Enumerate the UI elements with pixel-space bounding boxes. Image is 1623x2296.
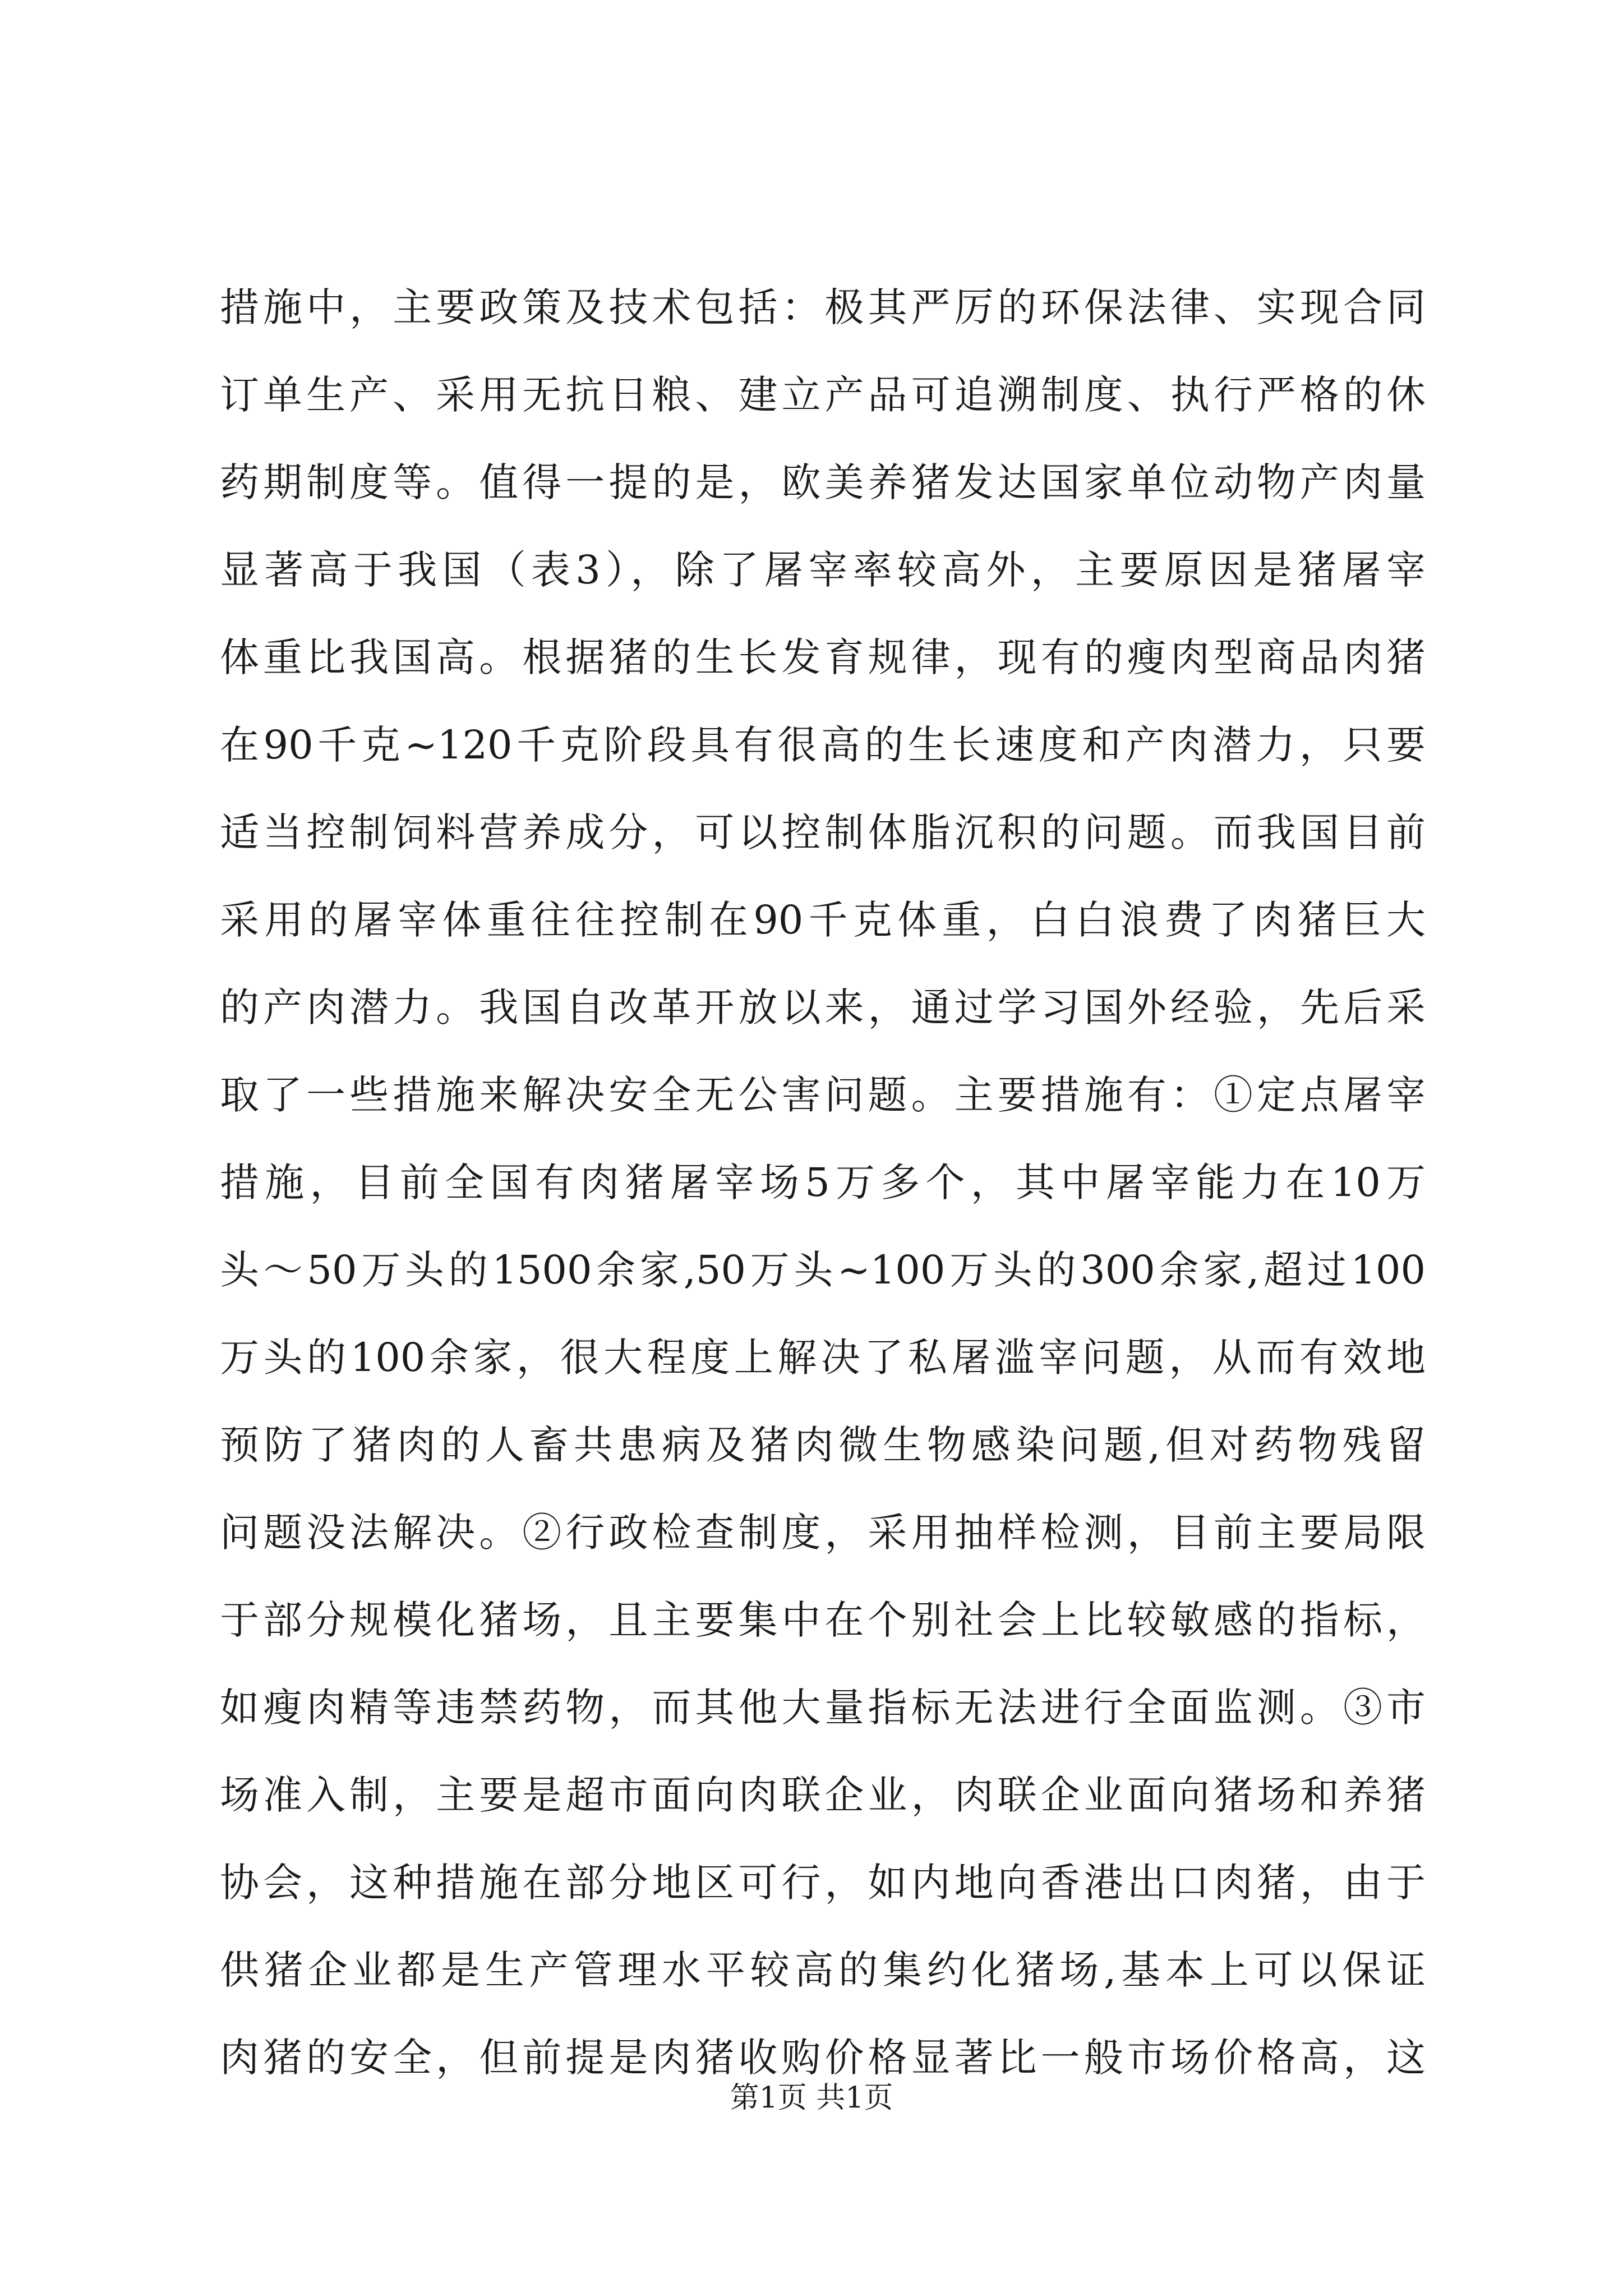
text-line: 万头的100余家，很大程度上解决了私屠滥宰问题，从而有效地 [220,1335,1426,1381]
text-line: 如瘦肉精等违禁药物，而其他大量指标无法进行全面监测。③市 [220,1685,1426,1731]
text-line: 协会，这种措施在部分地区可行，如内地向香港出口肉猪，由于 [220,1860,1426,1906]
text-line: 适当控制饲料营养成分，可以控制体脂沉积的问题。而我国目前 [220,809,1426,855]
text-line: 的产肉潜力。我国自改革开放以来，通过学习国外经验，先后采 [220,984,1426,1030]
text-line: 取了一些措施来解决安全无公害问题。主要措施有：①定点屠宰 [220,1072,1426,1118]
text-line: 措施中，主要政策及技术包括：极其严厉的环保法律、实现合同 [220,284,1426,330]
text-line: 药期制度等。值得一提的是，欧美养猪发达国家单位动物产肉量 [220,459,1426,505]
text-line: 肉猪的安全，但前提是肉猪收购价格显著比一般市场价格高，这 [220,2035,1426,2081]
text-line: 供猪企业都是生产管理水平较高的集约化猪场,基本上可以保证 [220,1947,1426,1993]
text-line: 显著高于我国（表3），除了屠宰率较高外，主要原因是猪屠宰 [220,547,1426,593]
page-number-footer: 第1页 共1页 [730,2081,893,2115]
text-line: 于部分规模化猪场，且主要集中在个别社会上比较敏感的指标， [220,1597,1426,1643]
text-line: 预防了猪肉的人畜共患病及猪肉微生物感染问题,但对药物残留 [220,1422,1426,1468]
text-line: 在90千克~120千克阶段具有很高的生长速度和产肉潜力，只要 [220,722,1426,768]
text-line: 场准入制，主要是超市面向肉联企业，肉联企业面向猪场和养猪 [220,1772,1426,1818]
text-line: 订单生产、采用无抗日粮、建立产品可追溯制度、执行严格的休 [220,372,1426,418]
body-text [220,264,1426,2101]
text-line: 问题没法解决。②行政检查制度，采用抽样检测，目前主要局限 [220,1510,1426,1556]
text-line: 头～50万头的1500余家,50万头~100万头的300余家,超过100 [220,1247,1426,1293]
text-line: 采用的屠宰体重往往控制在90千克体重，白白浪费了肉猪巨大 [220,897,1426,943]
text-line: 措施，目前全国有肉猪屠宰场5万多个，其中屠宰能力在10万 [220,1159,1426,1205]
text-line: 体重比我国高。根据猪的生长发育规律，现有的瘦肉型商品肉猪 [220,634,1426,680]
